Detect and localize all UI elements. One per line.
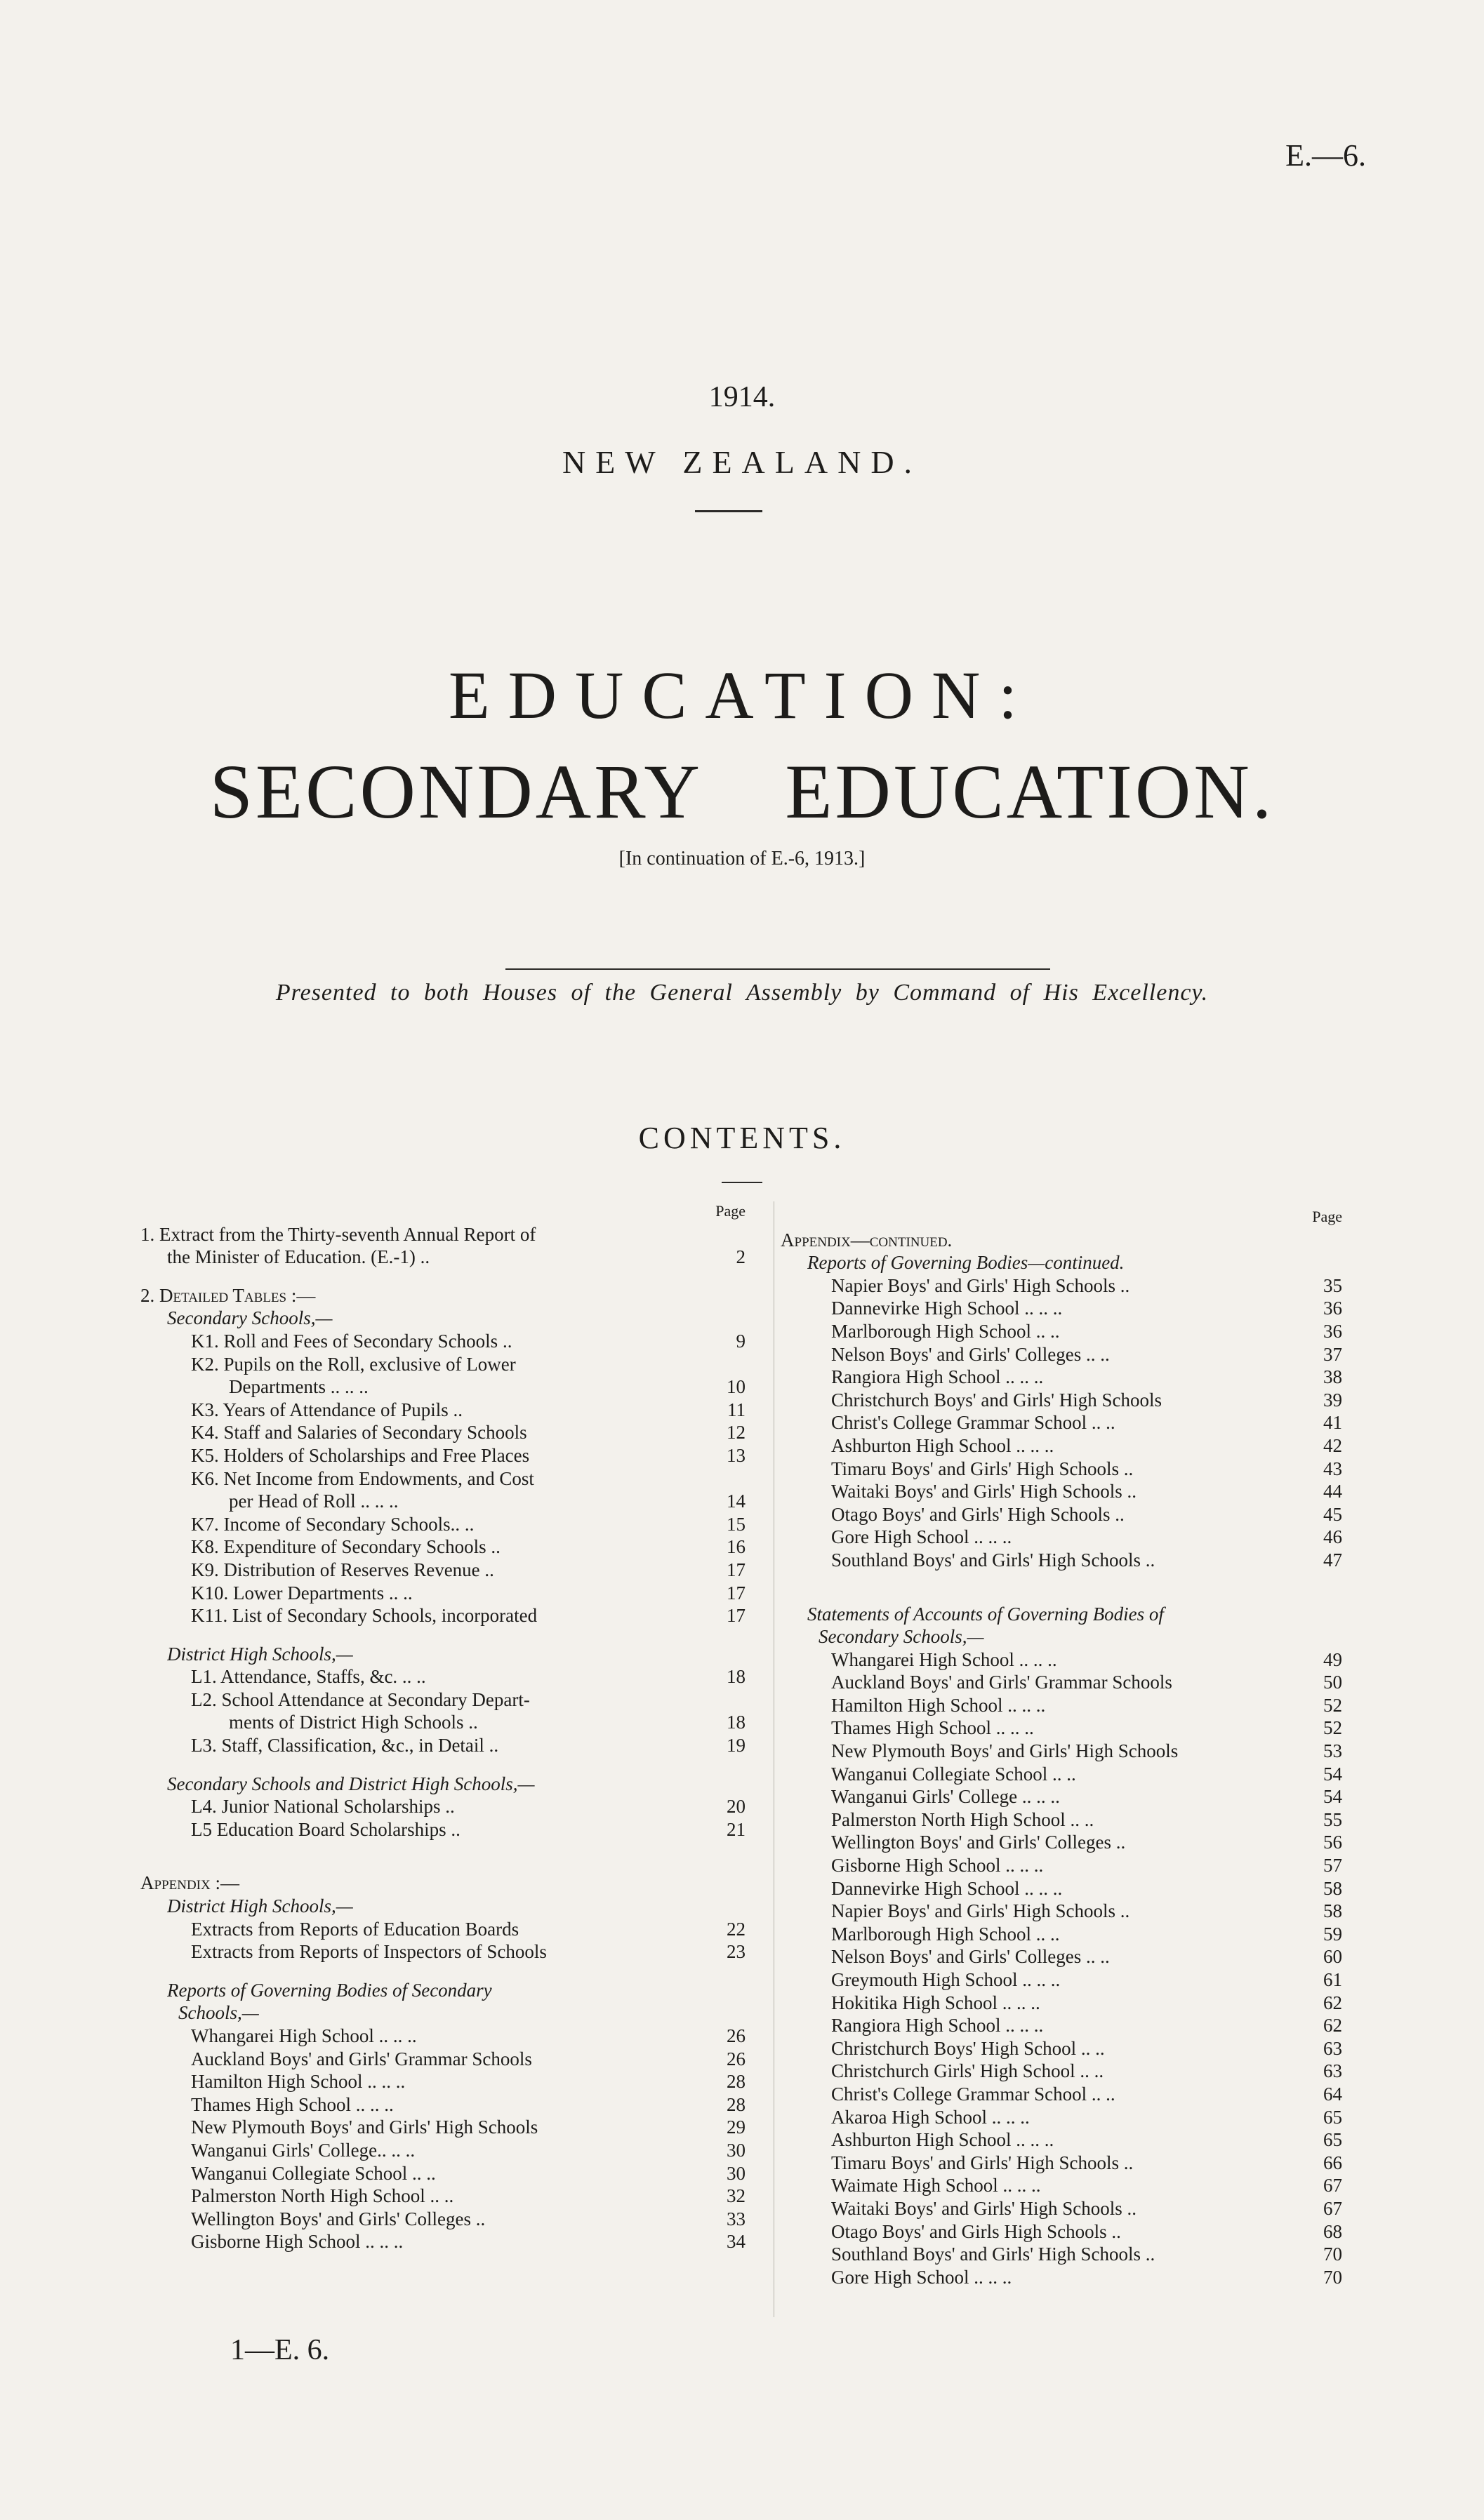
toc-entry-page: 58	[1323, 1900, 1342, 1922]
toc-entry	[140, 1918, 746, 1941]
toc-entry-page: 29	[727, 2116, 746, 2138]
toc-entry-label: Otago Boys' and Girls High Schools ..	[831, 2220, 1121, 2242]
toc-entry-page: 34	[727, 2231, 746, 2253]
toc-entry	[140, 1643, 746, 1666]
toc-entry-label: K11. List of Secondary Schools, incorporated	[191, 1605, 538, 1627]
toc-entry	[140, 1940, 746, 1964]
toc-entry-label: L3. Staff, Classification, &c., in Detail ..	[191, 1735, 499, 1756]
toc-entry-page: 11	[727, 1399, 746, 1420]
toc-entry	[140, 1773, 746, 1796]
toc-entry-label: Departments .. .. ..	[229, 1376, 369, 1398]
toc-entry-page: 56	[1323, 1832, 1342, 1853]
toc-entry-label: L1. Attendance, Staffs, &c. .. ..	[191, 1666, 426, 1688]
toc-entry-label: Waitaki Boys' and Girls' High Schools ..	[831, 2197, 1137, 2219]
toc-entry-page: 30	[727, 2139, 746, 2161]
toc-entry	[140, 2025, 746, 2048]
toc-entry-label: Wellington Boys' and Girls' Colleges ..	[831, 1832, 1126, 1853]
toc-entry-label: Extracts from Reports of Education Boards	[191, 1918, 519, 1940]
toc-entry-label: Gisborne High School .. .. ..	[831, 1855, 1044, 1876]
toc-entry-label: Timaru Boys' and Girls' High Schools ..	[831, 1458, 1134, 1479]
toc-entry-page: 52	[1323, 1694, 1342, 1716]
toc-spacer	[781, 1587, 1342, 1603]
toc-entry	[140, 1246, 746, 1269]
toc-entry-label: K2. Pupils on the Roll, exclusive of Lower	[191, 1353, 516, 1375]
toc-entry-page: 32	[727, 2185, 746, 2207]
toc-entry-label: Christ's College Grammar School .. ..	[831, 2083, 1115, 2105]
toc-entry-page: 15	[727, 1513, 746, 1535]
toc-entry-page	[713, 1895, 746, 1918]
toc-entry-label: K9. Distribution of Reserves Revenue ..	[191, 1559, 494, 1580]
toc-entry-page	[713, 1872, 746, 1895]
toc-entry	[781, 1458, 1342, 1481]
toc-entry-page: 28	[727, 2071, 746, 2093]
toc-entry-page: 61	[1323, 1969, 1342, 1990]
toc-entry-label: Schools,—	[178, 2002, 259, 2024]
toc-entry-page: 67	[1323, 2197, 1342, 2219]
toc-entry-page: 37	[1323, 1343, 1342, 1365]
toc-entry-page: 44	[1323, 1481, 1342, 1502]
continuation-note: [In continuation of E.-6, 1913.]	[618, 848, 866, 869]
toc-entry-page: 67	[1323, 2175, 1342, 2196]
toc-entry-label: ments of District High Schools ..	[229, 1712, 478, 1733]
toc-entry-label: Secondary Schools and District High Schools,—	[167, 1773, 535, 1794]
toc-entry-label: Southland Boys' and Girls' High Schools ..	[831, 1549, 1155, 1571]
toc-entry	[781, 1229, 1342, 1252]
toc-entry-label: L5 Education Board Scholarships ..	[191, 1818, 461, 1840]
toc-entry	[140, 2208, 746, 2231]
toc-entry-label: Marlborough High School .. ..	[831, 1923, 1060, 1945]
toc-entry-page	[713, 1688, 746, 1712]
toc-entry-label: K6. Net Income from Endowments, and Cost	[191, 1467, 534, 1489]
toc-entry-label: New Plymouth Boys' and Girls' High Schools	[831, 1740, 1179, 1762]
toc-entry	[140, 1444, 746, 1467]
toc-left-list	[140, 1223, 746, 2253]
toc-entry	[781, 1549, 1342, 1572]
toc-entry-label: Gisborne High School .. .. ..	[191, 2231, 404, 2253]
toc-entry-page: 2	[736, 1246, 746, 1268]
toc-entry-page: 17	[727, 1582, 746, 1604]
toc-entry-page: 13	[727, 1444, 746, 1466]
toc-entry-page	[713, 2001, 746, 2025]
toc-entry-label: K1. Roll and Fees of Secondary Schools ..	[191, 1330, 512, 1352]
toc-entry-label: K3. Years of Attendance of Pupils ..	[191, 1399, 463, 1420]
toc-entry	[140, 1818, 746, 1841]
toc-entry-label: Christchurch Boys' High School .. ..	[831, 2037, 1105, 2059]
toc-entry-page: 26	[727, 2025, 746, 2046]
toc-entry-page: 38	[1323, 1366, 1342, 1388]
toc-entry	[781, 1625, 1342, 1648]
contents-heading: CONTENTS.	[638, 1121, 846, 1155]
toc-entry-page	[1310, 1603, 1342, 1626]
toc-entry-label: K5. Holders of Scholarships and Free Places	[191, 1444, 530, 1466]
toc-entry-label: Christchurch Boys' and Girls' High Schools	[831, 1389, 1162, 1411]
toc-entry-page: 30	[727, 2162, 746, 2184]
page-column-label: Page	[1312, 1208, 1342, 1225]
toc-entry-page: 62	[1323, 1992, 1342, 2013]
toc-entry-label: District High Schools,—	[167, 1643, 353, 1665]
toc-entry	[140, 2185, 746, 2208]
signature-mark: 1—E. 6.	[230, 2334, 330, 2366]
toc-entry-page: 17	[727, 1559, 746, 1580]
toc-entry	[781, 1526, 1342, 1549]
toc-entry-page: 33	[727, 2208, 746, 2229]
toc-entry	[781, 1854, 1342, 1877]
toc-right-list	[781, 1229, 1342, 2289]
toc-entry-page: 22	[727, 1918, 746, 1940]
toc-entry	[781, 2083, 1342, 2106]
page-column-label: Page	[715, 1202, 746, 1220]
toc-entry	[781, 1251, 1342, 1274]
toc-entry	[140, 1513, 746, 1536]
toc-entry	[781, 1808, 1342, 1832]
toc-entry	[781, 1763, 1342, 1786]
toc-entry-label: Napier Boys' and Girls' High Schools ..	[831, 1274, 1130, 1296]
toc-entry-page: 14	[727, 1491, 746, 1512]
toc-entry	[140, 2230, 746, 2253]
toc-entry	[140, 2093, 746, 2116]
toc-entry-page: 18	[727, 1712, 746, 1733]
toc-entry	[781, 1411, 1342, 1434]
toc-entry-label: Wanganui Girls' College .. .. ..	[831, 1786, 1060, 1808]
toc-entry	[781, 1785, 1342, 1808]
toc-entry	[140, 1895, 746, 1918]
toc-spacer	[781, 1572, 1342, 1587]
toc-entry-page: 70	[1323, 2244, 1342, 2265]
toc-entry	[781, 1648, 1342, 1672]
toc-entry	[140, 1872, 746, 1895]
toc-entry-label: K10. Lower Departments .. ..	[191, 1582, 413, 1604]
toc-entry	[140, 1223, 746, 1246]
toc-entry-page: 17	[727, 1605, 746, 1627]
toc-entry-page: 28	[727, 2093, 746, 2115]
toc-entry-page	[713, 1773, 746, 1796]
toc-entry	[140, 2001, 746, 2025]
toc-entry-label: per Head of Roll .. .. ..	[229, 1491, 399, 1512]
toc-entry	[781, 2266, 1342, 2289]
contents-left-column	[140, 1200, 746, 2253]
toc-entry-label: Palmerston North High School .. ..	[191, 2185, 454, 2207]
toc-entry	[140, 2162, 746, 2185]
toc-entry-label: Palmerston North High School .. ..	[831, 1808, 1094, 1830]
toc-entry-page: 12	[727, 1422, 746, 1444]
toc-entry	[781, 2243, 1342, 2266]
toc-entry-label: Gore High School .. .. ..	[831, 2266, 1012, 2288]
toc-entry-page: 60	[1323, 1946, 1342, 1968]
toc-entry	[140, 1734, 746, 1757]
country-heading: NEW ZEALAND.	[562, 444, 922, 480]
toc-entry-page	[713, 1284, 746, 1307]
toc-entry-page: 46	[1323, 1526, 1342, 1548]
toc-entry-label: Waitaki Boys' and Girls' High Schools ..	[831, 1481, 1137, 1502]
subtitle: SECONDARY EDUCATION.	[209, 749, 1275, 834]
toc-entry	[140, 2116, 746, 2139]
toc-entry-label: Dannevirke High School .. .. ..	[831, 1298, 1063, 1319]
toc-entry-page: 55	[1323, 1808, 1342, 1830]
toc-entry	[781, 1716, 1342, 1740]
toc-spacer	[140, 1841, 746, 1856]
toc-entry-label: Ashburton High School .. .. ..	[831, 2129, 1054, 2151]
toc-spacer	[140, 1269, 746, 1284]
toc-entry-page: 35	[1323, 1274, 1342, 1296]
toc-entry	[140, 1604, 746, 1627]
toc-entry-label: Christ's College Grammar School .. ..	[831, 1412, 1115, 1434]
toc-entry	[781, 1320, 1342, 1343]
toc-entry	[140, 1795, 746, 1818]
toc-entry	[140, 2048, 746, 2071]
toc-entry-label: L4. Junior National Scholarships ..	[191, 1796, 455, 1818]
toc-entry	[781, 1389, 1342, 1412]
toc-entry-label: Southland Boys' and Girls' High Schools ..	[831, 2244, 1155, 2265]
toc-entry-label: Hokitika High School .. .. ..	[831, 1992, 1040, 2013]
toc-entry	[140, 1284, 746, 1307]
toc-entry-page	[713, 1467, 746, 1491]
divider-long	[505, 968, 1050, 970]
toc-entry-page	[713, 1223, 746, 1246]
toc-entry-page	[713, 1307, 746, 1330]
toc-entry-label: L2. School Attendance at Secondary Depart-	[191, 1688, 530, 1710]
toc-entry	[781, 1343, 1342, 1366]
toc-entry-label: Reports of Governing Bodies—continued.	[807, 1252, 1125, 1274]
toc-entry-label: District High Schools,—	[167, 1895, 353, 1917]
contents-right-column	[781, 1206, 1342, 2288]
toc-entry-page: 66	[1323, 2152, 1342, 2173]
main-title: EDUCATION:	[449, 658, 1035, 733]
toc-entry-page: 63	[1323, 2037, 1342, 2059]
toc-entry-page: 10	[727, 1376, 746, 1398]
toc-entry-page: 54	[1323, 1786, 1342, 1808]
toc-entry-page: 16	[727, 1536, 746, 1558]
toc-entry-label: K4. Staff and Salaries of Secondary Schools	[191, 1422, 527, 1444]
toc-entry	[781, 1694, 1342, 1717]
toc-entry	[140, 1582, 746, 1605]
toc-entry-label: Waimate High School .. .. ..	[831, 2175, 1041, 2196]
toc-entry	[140, 1330, 746, 1353]
toc-entry-label: Nelson Boys' and Girls' Colleges .. ..	[831, 1946, 1110, 1968]
toc-entry-label: Wanganui Girls' College.. .. ..	[191, 2139, 416, 2161]
toc-entry-label: Wellington Boys' and Girls' Colleges ..	[191, 2208, 486, 2229]
document-reference: E.—6.	[1285, 138, 1366, 173]
toc-entry-page: 58	[1323, 1877, 1342, 1899]
toc-entry-label: Wanganui Collegiate School .. ..	[831, 1763, 1076, 1785]
toc-entry	[140, 1490, 746, 1513]
toc-entry-label: Rangiora High School .. .. ..	[831, 2015, 1044, 2036]
toc-entry-page: 39	[1323, 1389, 1342, 1411]
toc-entry-page: 50	[1323, 1672, 1342, 1693]
toc-entry	[781, 1945, 1342, 1968]
toc-entry	[781, 1992, 1342, 2015]
toc-entry-label: Napier Boys' and Girls' High Schools ..	[831, 1900, 1130, 1922]
toc-entry-page: 68	[1323, 2220, 1342, 2242]
toc-entry	[781, 2152, 1342, 2175]
toc-entry-page: 62	[1323, 2015, 1342, 2036]
divider-short	[695, 510, 762, 512]
toc-entry	[781, 2106, 1342, 2129]
toc-entry	[140, 2139, 746, 2162]
toc-entry	[781, 1274, 1342, 1298]
toc-entry-page: 19	[727, 1735, 746, 1756]
toc-entry-label: K7. Income of Secondary Schools.. ..	[191, 1513, 475, 1535]
toc-entry	[781, 1740, 1342, 1763]
toc-entry-page: 47	[1323, 1549, 1342, 1571]
toc-entry-label: Otago Boys' and Girls' High Schools ..	[831, 1503, 1125, 1525]
toc-entry	[781, 1434, 1342, 1458]
presented-statement: Presented to both Houses of the General Assembly by Command of His Excellency.	[275, 980, 1209, 1006]
toc-entry	[781, 1366, 1342, 1389]
toc-entry	[781, 1503, 1342, 1526]
toc-entry	[140, 1307, 746, 1330]
document-year: 1914.	[708, 381, 776, 413]
toc-entry	[781, 1877, 1342, 1900]
toc-entry-label: Timaru Boys' and Girls' High Schools ..	[831, 2152, 1134, 2173]
toc-entry-label: Whangarei High School .. .. ..	[191, 2025, 417, 2046]
toc-entry-label: Secondary Schools,—	[167, 1307, 333, 1329]
toc-entry-page: 18	[727, 1666, 746, 1688]
toc-entry-label: Auckland Boys' and Girls' Grammar Schools	[191, 2048, 532, 2069]
toc-entry-page	[713, 1643, 746, 1666]
toc-entry-page: 36	[1323, 1298, 1342, 1319]
toc-entry-page: 42	[1323, 1434, 1342, 1456]
toc-entry-label: Dannevirke High School .. .. ..	[831, 1877, 1063, 1899]
toc-entry-label: the Minister of Education. (E.-1) ..	[167, 1246, 430, 1268]
toc-spacer	[140, 1757, 746, 1773]
toc-entry-page: 45	[1323, 1503, 1342, 1525]
toc-entry-label: 1. Extract from the Thirty-seventh Annual Report of	[140, 1223, 536, 1245]
toc-entry-page: 64	[1323, 2083, 1342, 2105]
toc-entry-page: 52	[1323, 1717, 1342, 1739]
toc-entry-page: 65	[1323, 2106, 1342, 2128]
toc-entry-label: Appendix :—	[140, 1872, 239, 1894]
toc-entry-label: Extracts from Reports of Inspectors of Schools	[191, 1941, 547, 1963]
toc-entry-label: K8. Expenditure of Secondary Schools ..	[191, 1536, 501, 1558]
divider-contents	[722, 1182, 762, 1183]
toc-entry	[140, 1665, 746, 1688]
toc-entry-page	[713, 1979, 746, 2002]
toc-entry	[781, 2060, 1342, 2083]
toc-entry	[140, 1979, 746, 2002]
toc-entry-page: 41	[1323, 1412, 1342, 1434]
toc-entry-label: Secondary Schools,—	[819, 1626, 984, 1648]
toc-spacer	[140, 1627, 746, 1643]
toc-entry-label: Rangiora High School .. .. ..	[831, 1366, 1044, 1388]
toc-entry-label: Gore High School .. .. ..	[831, 1526, 1012, 1548]
toc-entry	[781, 2174, 1342, 2197]
toc-entry	[140, 1467, 746, 1491]
toc-entry-label: Akaroa High School .. .. ..	[831, 2106, 1030, 2128]
toc-entry-label: Christchurch Girls' High School .. ..	[831, 2060, 1104, 2082]
toc-entry	[140, 1688, 746, 1712]
toc-entry	[140, 1353, 746, 1376]
toc-entry-page: 53	[1323, 1740, 1342, 1762]
toc-entry	[140, 1375, 746, 1399]
toc-entry-label: 2. Detailed Tables :—	[140, 1284, 316, 1306]
toc-entry-page: 57	[1323, 1855, 1342, 1876]
toc-spacer	[140, 1856, 746, 1872]
toc-entry	[781, 1480, 1342, 1503]
toc-entry	[781, 2197, 1342, 2220]
toc-entry	[140, 1399, 746, 1422]
toc-entry-page: 20	[727, 1796, 746, 1818]
toc-entry	[781, 2037, 1342, 2060]
toc-entry-label: Greymouth High School .. .. ..	[831, 1969, 1061, 1990]
toc-entry-page: 63	[1323, 2060, 1342, 2082]
toc-entry-label: Whangarei High School .. .. ..	[831, 1648, 1057, 1670]
toc-entry-page: 43	[1323, 1458, 1342, 1479]
toc-entry	[781, 2220, 1342, 2244]
toc-entry-page: 65	[1323, 2129, 1342, 2151]
toc-entry-label: Appendix—continued.	[781, 1229, 953, 1251]
toc-entry-page: 26	[727, 2048, 746, 2069]
toc-entry-label: Hamilton High School .. .. ..	[831, 1694, 1046, 1716]
toc-entry-label: Reports of Governing Bodies of Secondary	[167, 1979, 492, 2001]
toc-entry	[781, 1297, 1342, 1320]
toc-entry	[781, 2014, 1342, 2037]
toc-entry	[140, 1421, 746, 1444]
toc-entry	[140, 1535, 746, 1559]
toc-entry-page: 54	[1323, 1763, 1342, 1785]
toc-entry-label: Statements of Accounts of Governing Bodies of	[807, 1603, 1164, 1625]
toc-entry-label: Thames High School .. .. ..	[831, 1717, 1034, 1739]
toc-entry-label: Nelson Boys' and Girls' Colleges .. ..	[831, 1343, 1110, 1365]
toc-entry-page	[1310, 1625, 1342, 1648]
toc-entry-label: Ashburton High School .. .. ..	[831, 1434, 1054, 1456]
toc-entry-page	[1310, 1251, 1342, 1274]
toc-entry-label: Thames High School .. .. ..	[191, 2093, 394, 2115]
toc-entry	[781, 1603, 1342, 1626]
toc-entry-label: Auckland Boys' and Girls' Grammar Schools	[831, 1672, 1172, 1693]
toc-entry-page: 21	[727, 1818, 746, 1840]
toc-entry-page: 59	[1323, 1923, 1342, 1945]
toc-entry-page: 70	[1323, 2266, 1342, 2288]
toc-entry-label: New Plymouth Boys' and Girls' High Schools	[191, 2116, 538, 2138]
toc-entry-page: 36	[1323, 1320, 1342, 1342]
toc-entry	[781, 1923, 1342, 1946]
toc-entry-label: Marlborough High School .. ..	[831, 1320, 1060, 1342]
toc-entry-page	[1310, 1229, 1342, 1252]
toc-entry-label: Hamilton High School .. .. ..	[191, 2071, 406, 2093]
toc-entry	[781, 1968, 1342, 1992]
toc-entry	[140, 2070, 746, 2093]
toc-entry	[781, 1671, 1342, 1694]
toc-entry	[140, 1711, 746, 1734]
toc-entry-page: 23	[727, 1941, 746, 1963]
toc-entry	[781, 1831, 1342, 1854]
toc-entry-label: Wanganui Collegiate School .. ..	[191, 2162, 436, 2184]
toc-entry-page: 9	[736, 1330, 746, 1352]
toc-entry	[781, 1900, 1342, 1923]
toc-entry-page: 49	[1323, 1648, 1342, 1670]
toc-entry	[781, 2128, 1342, 2152]
toc-entry-page	[713, 1353, 746, 1376]
toc-spacer	[140, 1964, 746, 1979]
toc-entry	[140, 1559, 746, 1582]
